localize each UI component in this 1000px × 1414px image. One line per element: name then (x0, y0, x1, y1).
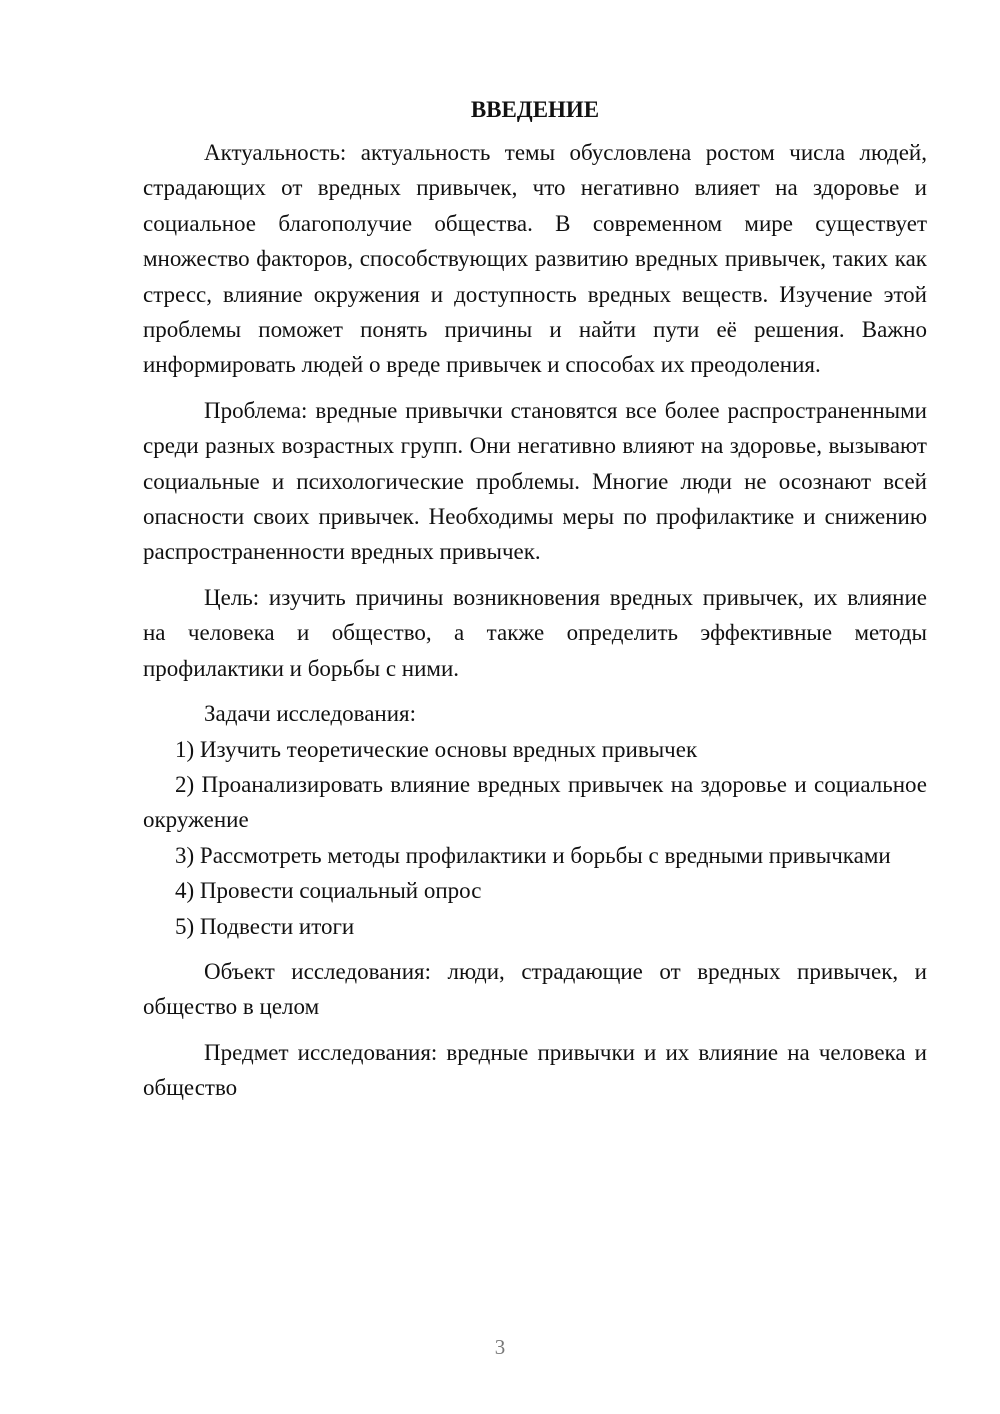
paragraph-goal: Цель: изучить причины возникновения вредных привычек, их влияние на человека и общество, а также определить эффективные методы профилактики и борьбы с ними. (143, 584, 927, 681)
task-item-2: 2) Проанализировать влияние вредных привычек на здоровье и социальное окружение (143, 771, 927, 833)
task-item-1: 1) Изучить теоретические основы вредных привычек (175, 736, 698, 762)
paragraph-problem: Проблема: вредные привычки становятся все более распространенными среди разных возрастных групп. Они негативно влияют на здоровье, вызывают социальные и психологические проблемы. Многие люди не осознают всей опасности своих привычек. Необходимы меры по профилактике и снижению распространенности вредных привычек. (143, 397, 927, 565)
page-number: 3 (494, 1335, 506, 1359)
task-item-4: 4) Провести социальный опрос (175, 878, 482, 904)
tasks-heading: Задачи исследования: (204, 701, 417, 727)
page-body (143, 92, 927, 1106)
paragraph-relevance: Актуальность: актуальность темы обусловлена ростом числа людей, страдающих от вредных привычек, что негативно влияет на здоровье и социальное благополучие общества. В современном мире существует множество факторов, способствующих развитию вредных привычек, таких как стресс, влияние окружения и доступность вредных веществ. Изучение этой проблемы поможет понять причины и найти пути её решения. Важно информировать людей о вреде привычек и способах их преодоления. (143, 140, 927, 378)
paragraph-object: Объект исследования: люди, страдающие от вредных привычек, и общество в целом (143, 958, 927, 1020)
task-item-5: 5) Подвести итоги (175, 913, 355, 939)
paragraph-subject: Предмет исследования: вредные привычки и их влияние на человека и общество (143, 1039, 927, 1101)
page-title: ВВЕДЕНИЕ (470, 97, 600, 122)
task-item-3: 3) Рассмотреть методы профилактики и борьбы с вредными привычками (175, 842, 891, 868)
